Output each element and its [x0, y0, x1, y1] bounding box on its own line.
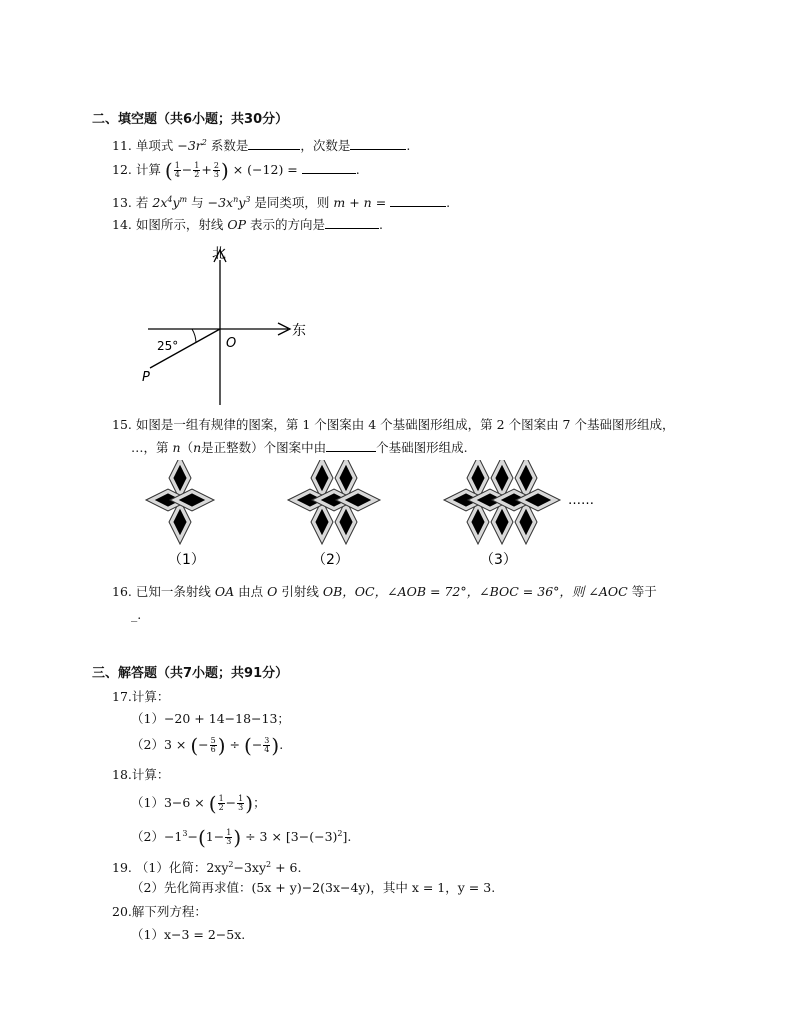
- question-16-line2: _.: [131, 607, 142, 622]
- question-15: 15. 如图是一组有规律的图案，第 1 个图案由 4 个基础图形组成，第 2 个图案由 7 个基础图形组成，: [112, 417, 675, 432]
- question-18-part1: （1）3−6 × ( $\frac{1}{2}$ − $\frac{1}{3}$ )；: [131, 791, 266, 816]
- pattern-label-3: （3）: [480, 552, 517, 568]
- answer-blank: [325, 215, 379, 229]
- answer-blank: [390, 193, 446, 207]
- answer-blank: [302, 160, 356, 174]
- question-15-line2: …，第 n（n是正整数）个图案中由 个基础图形组成.: [131, 440, 468, 455]
- direction-figure: [138, 240, 318, 410]
- question-number: 12.: [112, 162, 132, 177]
- question-17-part2: （2）3 × (− $\frac{5}{6}$ ) ÷ (− $\frac{3}{4}$ ).: [131, 733, 284, 758]
- pattern-figure: [140, 460, 620, 575]
- question-number: 16.: [112, 584, 132, 599]
- question-number: 15.: [112, 417, 132, 432]
- section-title-answer: 三、解答题（共7小题；共91分）: [92, 666, 289, 681]
- question-13: 13. 若 $2x^4y^m$ 与 $-3x^ny^3$ 是同类项，则 m + n = .: [112, 195, 451, 211]
- answer-blank: [350, 136, 406, 150]
- question-number: 17.: [112, 689, 132, 704]
- pattern-label-2: （2）: [312, 552, 349, 568]
- question-19: 19. （1）化简：$2xy^2-3xy^2 + 6$.: [112, 860, 302, 876]
- question-number: 14.: [112, 217, 132, 232]
- question-18-part2: $(2)-1^3-(1-$ $\frac{1}{3}$ ) ÷ $3 \times [3-(-3)^2]$.: [131, 825, 352, 850]
- question-17: 17.计算：: [112, 689, 170, 704]
- question-number: 13.: [112, 195, 132, 211]
- pattern-continuation-dots: ……: [568, 493, 594, 508]
- question-18: 18.计算：: [112, 767, 170, 782]
- angle-label: 25°: [157, 339, 179, 353]
- north-label: 北: [212, 246, 226, 262]
- question-14: 14. 如图所示，射线 OP 表示的方向是 .: [112, 217, 384, 232]
- section-title-fill-in: 二、填空题（共6小题；共30分）: [92, 112, 289, 127]
- east-label: 东: [292, 323, 306, 339]
- question-11: 11. 单项式 $-3r^2$ 系数是 ，次数是 .: [112, 138, 411, 154]
- question-17-part1: （1）−20 + 14−18−13；: [131, 711, 290, 726]
- question-number: 11.: [112, 138, 132, 154]
- angle-arc: [192, 329, 196, 343]
- origin-label: O: [226, 336, 237, 351]
- question-number: 19.: [112, 860, 132, 876]
- question-20: 20.解下列方程：: [112, 904, 207, 919]
- answer-blank: [248, 136, 300, 150]
- answer-blank: [326, 438, 376, 452]
- question-16: 16. 已知一条射线 OA 由点 O 引射线 OB，OC，∠AOB = 72°，∠BOC = 36°，则 ∠AOC 等于: [112, 584, 657, 599]
- question-number: 20.: [112, 904, 132, 919]
- pattern-label-1: （1）: [168, 552, 205, 568]
- point-p-label: P: [142, 370, 150, 385]
- question-19-part2: （2）先化简再求值：(5x + y)−2(3x−4y)，其中 x = 1，y = 3.: [131, 880, 496, 895]
- question-12: 12. 计算 ( $\frac{1}{4}$ − $\frac{1}{2}$ + $\frac{2}{3}$ ) × (−12) = .: [112, 158, 360, 183]
- question-20-part1: （1）x−3 = 2−5x.: [131, 927, 246, 942]
- question-number: 18.: [112, 767, 132, 782]
